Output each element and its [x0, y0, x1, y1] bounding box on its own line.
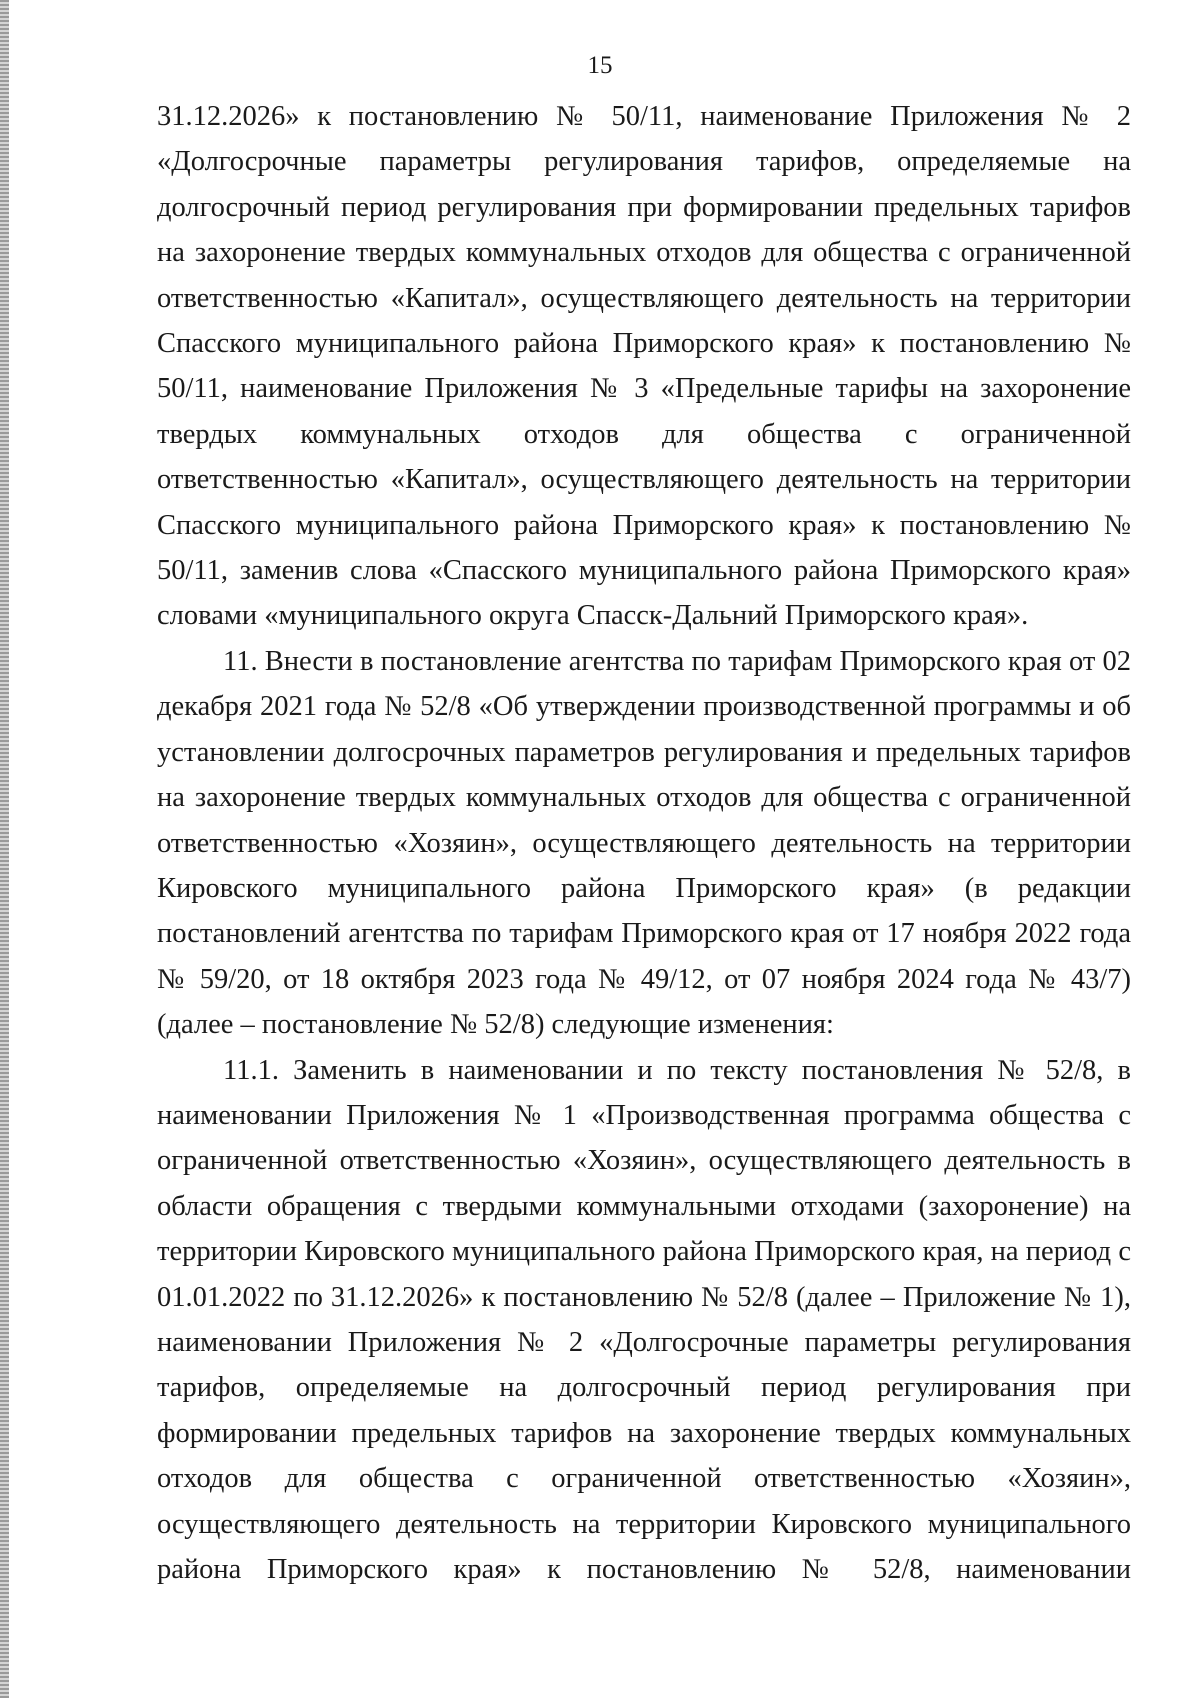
- page-number: 15: [587, 52, 613, 79]
- paragraph-continuation: 31.12.2026» к постановлению № 50/11, наименование Приложения № 2 «Долгосрочные параметры регулирования тарифов, определяемые на долгосрочный период регулирования при формировании предельных тарифов на захоронение твердых коммунальных отходов для общества с ограниченной ответственностью «Капитал», осуществляющего деятельность на территории Спасского муниципального района Приморского края» к постановлению № 50/11, наименование Приложения № 3 «Предельные тарифы на захоронение твердых коммунальных отходов для общества с ограниченной ответственностью «Капитал», осуществляющего деятельность на территории Спасского муниципального района Приморского края» к постановлению № 50/11, заменив слова «Спасского муниципального района Приморского края» словами «муниципального округа Спасск-Дальний Приморского края».: [157, 101, 1131, 632]
- document-body: [157, 94, 1131, 1592]
- paragraph-item-11: 11. Внести в постановление агентства по тарифам Приморского края от 02 декабря 2021 года № 52/8 «Об утверждении производственной программы и об установлении долгосрочных параметров регулирования и предельных тарифов на захоронение твердых коммунальных отходов для общества с ограниченной ответственностью «Хозяин», осуществляющего деятельность на территории Кировского муниципального района Приморского края» (в редакции постановлений агентства по тарифам Приморского края от 17 ноября 2022 года № 59/20, от 18 октября 2023 года № 49/12, от 07 ноября 2024 года № 43/7) (далее – постановление № 52/8) следующие изменения:: [157, 645, 1131, 1041]
- paragraph-item-11-1: 11.1. Заменить в наименовании и по тексту постановления № 52/8, в наименовании Приложения № 1 «Производственная программа общества с ограниченной ответственностью «Хозяин», осуществляющего деятельность в области обращения с твердыми коммунальными отходами (захоронение) на территории Кировского муниципального района Приморского края, на период с 01.01.2022 по 31.12.2026» к постановлению № 52/8 (далее – Приложение № 1), наименовании Приложения № 2 «Долгосрочные параметры регулирования тарифов, определяемые на долгосрочный период регулирования при формировании предельных тарифов на захоронение твердых коммунальных отходов для общества с ограниченной ответственностью «Хозяин», осуществляющего деятельность на территории Кировского муниципального района Приморского края» к постановлению № 52/8, наименовании: [157, 1054, 1131, 1585]
